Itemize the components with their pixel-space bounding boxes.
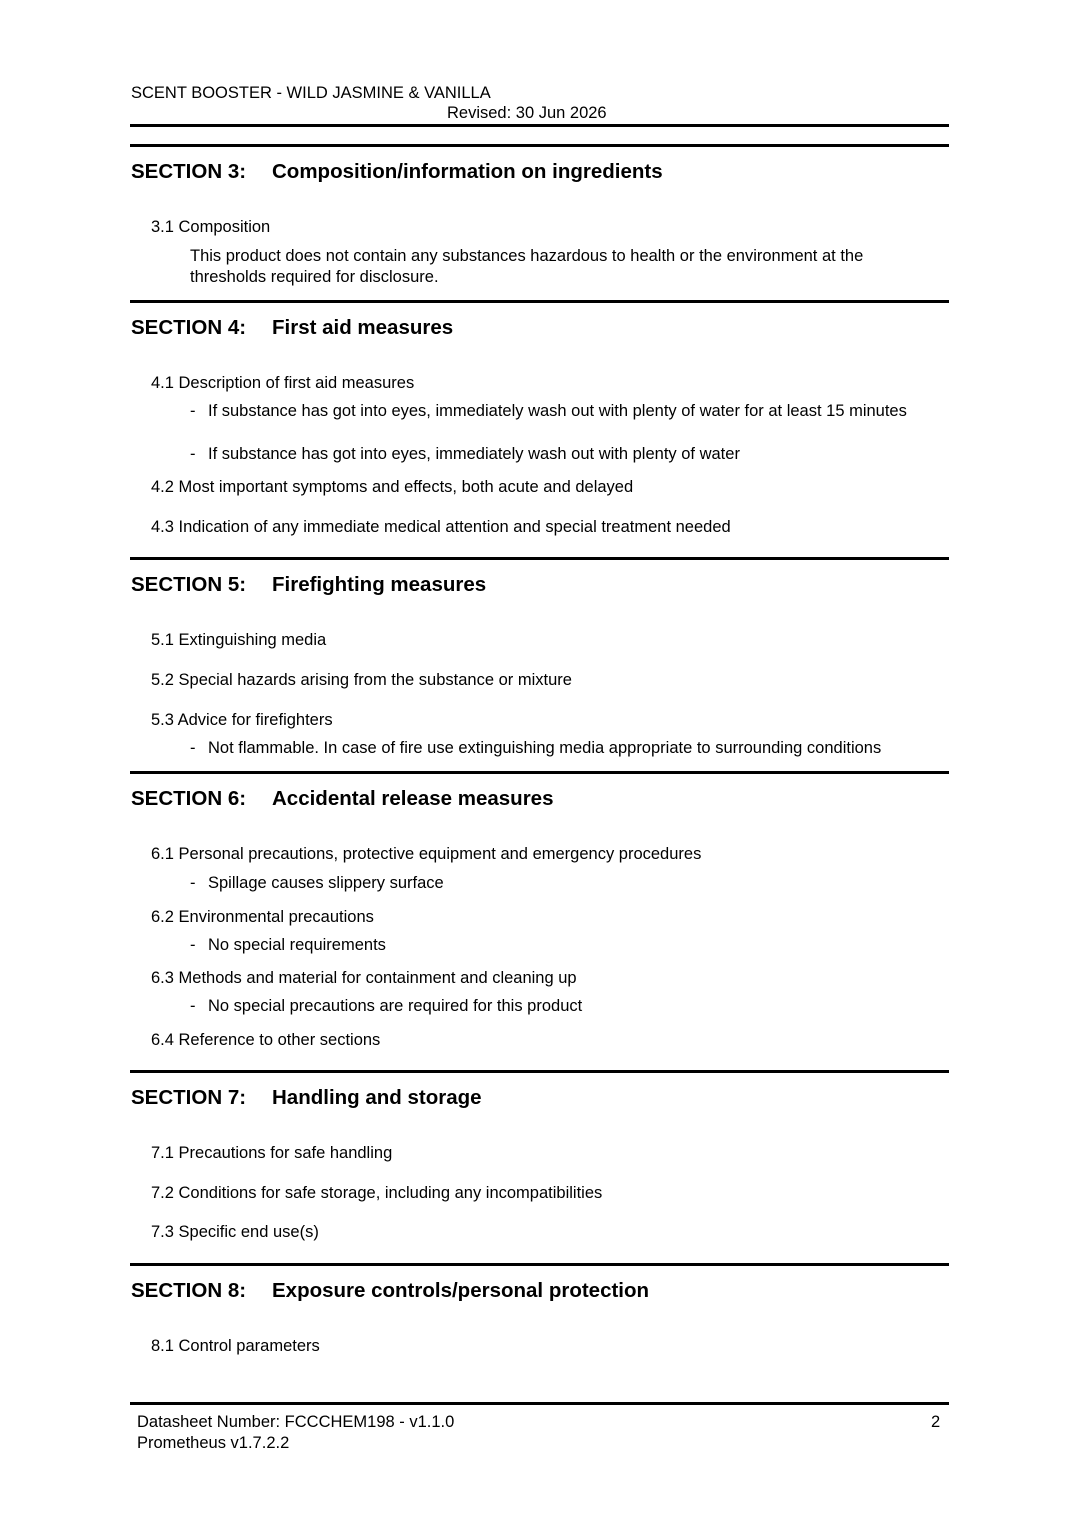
subsection-3-1-heading: 3.1 Composition	[151, 218, 271, 236]
bullet-text: If substance has got into eyes, immediately wash out with plenty of water for at least 15 minutes	[208, 402, 907, 420]
section-7-title	[131, 1085, 482, 1111]
list-item	[190, 935, 945, 956]
section-8-number: SECTION 8:	[131, 1279, 247, 1302]
header-product-name: SCENT BOOSTER - WILD JASMINE & VANILLA	[131, 84, 491, 102]
subsection-7-1-heading: 7.1 Precautions for safe handling	[151, 1144, 393, 1162]
list-item	[190, 738, 945, 759]
section-4-number: SECTION 4:	[131, 316, 247, 339]
section-4-title	[131, 315, 453, 341]
section-6-number: SECTION 6:	[131, 787, 247, 810]
section-3-number: SECTION 3:	[131, 160, 247, 183]
section-7-number: SECTION 7:	[131, 1086, 247, 1109]
subsection-7-2-heading: 7.2 Conditions for safe storage, including any incompatibilities	[151, 1184, 603, 1202]
list-item	[190, 873, 945, 894]
section-7-divider	[130, 1070, 949, 1073]
bullet-text: No special requirements	[208, 936, 386, 954]
footer-datasheet-number: Datasheet Number: FCCCHEM198 - v1.1.0	[137, 1413, 455, 1431]
bullet-dash: -	[190, 874, 196, 892]
list-item	[190, 401, 910, 422]
bullet-dash: -	[190, 936, 196, 954]
header-divider	[130, 124, 949, 127]
section-5-title	[131, 572, 486, 598]
list-item	[190, 996, 945, 1017]
section-3-title-text: Composition/information on ingredients	[272, 160, 663, 183]
subsection-5-2-heading: 5.2 Special hazards arising from the substance or mixture	[151, 671, 572, 689]
subsection-5-1-heading: 5.1 Extinguishing media	[151, 631, 327, 649]
bullet-text: No special precautions are required for this product	[208, 997, 583, 1015]
subsection-4-3-heading: 4.3 Indication of any immediate medical attention and special treatment needed	[151, 518, 731, 536]
section-6-divider	[130, 771, 949, 774]
section-5-number: SECTION 5:	[131, 573, 247, 596]
footer-page-number: 2	[931, 1413, 941, 1431]
bullet-dash: -	[190, 997, 196, 1015]
section-6-title	[131, 786, 553, 812]
section-6-title-text: Accidental release measures	[272, 787, 554, 810]
subsection-7-3-heading: 7.3 Specific end use(s)	[151, 1223, 319, 1241]
bullet-text: Not flammable. In case of fire use extinguishing media appropriate to surrounding conditions	[208, 739, 882, 757]
subsection-6-4-heading: 6.4 Reference to other sections	[151, 1031, 381, 1049]
subsection-4-1-heading: 4.1 Description of first aid measures	[151, 374, 415, 392]
section-8-title-text: Exposure controls/personal protection	[272, 1279, 650, 1302]
subsection-6-2-heading: 6.2 Environmental precautions	[151, 908, 374, 926]
footer-software-version: Prometheus v1.7.2.2	[137, 1434, 290, 1452]
section-4-title-text: First aid measures	[272, 316, 454, 339]
section-8-title	[131, 1278, 649, 1304]
footer-divider	[130, 1402, 949, 1405]
bullet-dash: -	[190, 402, 196, 420]
subsection-3-1-text: This product does not contain any substances hazardous to health or the environment at the thresholds required for disclosure.	[190, 247, 864, 286]
section-5-divider	[130, 557, 949, 560]
list-item	[190, 444, 945, 465]
subsection-6-1-heading: 6.1 Personal precautions, protective equipment and emergency procedures	[151, 845, 702, 863]
subsection-8-1-heading: 8.1 Control parameters	[151, 1337, 320, 1355]
section-3-divider	[130, 144, 949, 147]
subsection-6-3-heading: 6.3 Methods and material for containment and cleaning up	[151, 969, 577, 987]
section-5-title-text: Firefighting measures	[272, 573, 487, 596]
bullet-text: Spillage causes slippery surface	[208, 874, 444, 892]
section-4-divider	[130, 300, 949, 303]
section-7-title-text: Handling and storage	[272, 1086, 482, 1109]
subsection-5-3-heading: 5.3 Advice for firefighters	[151, 711, 333, 729]
bullet-dash: -	[190, 445, 196, 463]
subsection-4-2-heading: 4.2 Most important symptoms and effects, both acute and delayed	[151, 478, 634, 496]
bullet-dash: -	[190, 739, 196, 757]
bullet-text: If substance has got into eyes, immediately wash out with plenty of water	[208, 445, 740, 463]
header-revised-date: Revised: 30 Jun 2026	[447, 104, 607, 122]
section-8-divider	[130, 1263, 949, 1266]
section-3-title	[131, 159, 663, 185]
